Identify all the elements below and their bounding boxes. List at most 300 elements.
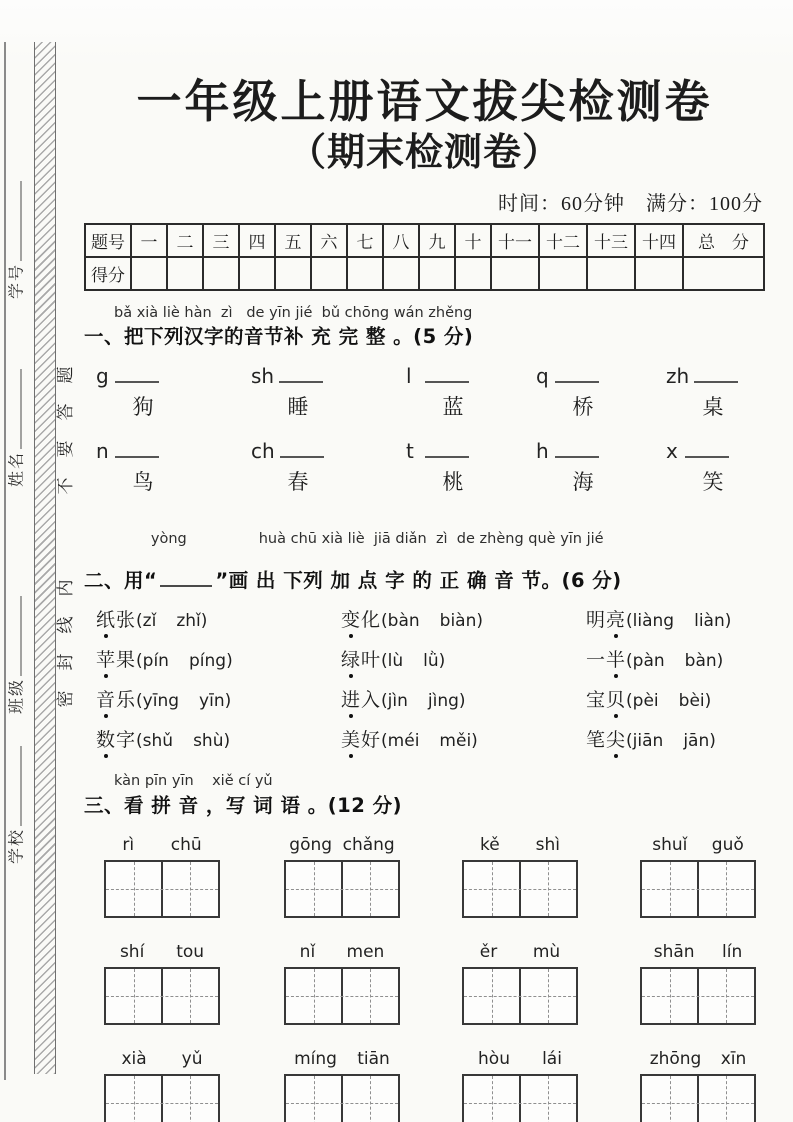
pinyin-option: biàn [439, 611, 477, 632]
writing-grid [640, 967, 756, 1025]
grid-dashed-midline [464, 1103, 576, 1104]
pinyin-syllable: chū [170, 834, 202, 855]
q2-word-item [586, 645, 765, 672]
score-table [84, 223, 765, 291]
grid-dashed-quarter-line [370, 862, 371, 916]
score-table-header-cell: 五 [275, 224, 311, 257]
grid-dashed-quarter-line [314, 862, 315, 916]
syllable-blank [279, 369, 323, 383]
initial-letter: n [96, 438, 109, 463]
page-title: 一年级上册语文拔尖检测卷 [136, 77, 713, 127]
chinese-character: 海 [572, 469, 594, 494]
q3-word-item [640, 1049, 756, 1122]
pinyin-options: (zǐ zhǐ) [136, 611, 208, 632]
pinyin-options: (méi měi) [381, 731, 478, 752]
word-character: 笔 [586, 730, 607, 752]
score-input-cell [539, 257, 587, 290]
word-character: 叶 [361, 650, 382, 672]
page-subtitle: （期末检测卷） [287, 131, 561, 174]
syllable-blank [425, 444, 469, 458]
score-table-header-cell: 十 [455, 224, 491, 257]
score-input-cell [683, 257, 764, 290]
pinyin-syllable: chǎng [342, 834, 395, 855]
pinyin-syllable: shān [653, 941, 695, 962]
word-with-dot [96, 650, 136, 671]
syllable-blank [555, 369, 599, 383]
seal-character: 内 [56, 579, 75, 597]
syllable-row [251, 439, 406, 463]
pinyin-label [462, 942, 578, 964]
score-table-header-cell: 六 [311, 224, 347, 257]
grid-dashed-quarter-line [370, 1076, 371, 1122]
pinyin-syllable: xià [121, 1048, 147, 1069]
score-table-header-cell: 一 [131, 224, 167, 257]
grid-dashed-midline [286, 996, 398, 997]
question-2-title [84, 568, 765, 594]
pinyin-option: jiān [632, 731, 664, 752]
q2-title-suffix: ”画 出 下列 加 点 字 的 正 确 音 节。(6 分) [215, 569, 622, 593]
grid-dashed-quarter-line [670, 969, 671, 1023]
initial-letter: l [406, 363, 412, 388]
q3-word-item [462, 835, 578, 918]
question-1-title: 一、把下列汉字的音节补 充 完 整 。(5 分) [84, 325, 474, 349]
q3-word-item [284, 942, 400, 1025]
word-character: 字 [116, 730, 137, 752]
chinese-character: 桌 [702, 394, 724, 419]
chinese-character: 鸟 [132, 469, 154, 494]
syllable-row [251, 364, 406, 388]
grid-dashed-midline [106, 1103, 218, 1104]
score-table-header-cell: 十二 [539, 224, 587, 257]
chinese-character: 狗 [132, 394, 154, 419]
fill-in-line [16, 181, 22, 261]
pinyin-syllable: guǒ [711, 834, 744, 855]
word-character: 宝 [586, 690, 607, 712]
q2-word-item [586, 725, 765, 752]
score-table-header-cell: 九 [419, 224, 455, 257]
student-id-field [4, 181, 27, 299]
q1-syllable-item [96, 364, 251, 421]
writing-grid [640, 1074, 756, 1122]
score-input-cell [347, 257, 383, 290]
question-3-title: 三、看 拼 音 ，写 词 语 。(12 分) [84, 793, 402, 817]
initial-letter: x [666, 438, 678, 463]
score-table-header-cell: 八 [383, 224, 419, 257]
score-input-cell [167, 257, 203, 290]
chinese-character: 春 [287, 469, 309, 494]
writing-grid [284, 967, 400, 1025]
syllable-blank [280, 444, 324, 458]
score-input-cell [491, 257, 539, 290]
dotted-character: 亮 [606, 605, 626, 632]
pinyin-syllable: men [346, 941, 385, 962]
initial-letter: t [406, 438, 414, 463]
q2-word-item [96, 685, 341, 712]
syllable-row [406, 364, 536, 388]
pinyin-syllable: xīn [720, 1048, 747, 1069]
chinese-character: 桥 [572, 394, 594, 419]
pinyin-options: (pàn bàn) [626, 651, 724, 672]
student-name-field [4, 369, 27, 487]
q2-word-item [96, 725, 341, 752]
score-input-cell [587, 257, 635, 290]
q1-syllable-item [666, 364, 765, 421]
field-label: 学校 [8, 827, 26, 865]
seal-character: 封 [56, 653, 75, 671]
seal-sidebar [0, 0, 82, 1122]
pinyin-syllable: kě [479, 834, 500, 855]
question-1 [84, 304, 765, 495]
chinese-character: 笑 [702, 469, 724, 494]
pinyin-label [284, 942, 400, 964]
pinyin-label [462, 835, 578, 857]
syllable-row [536, 364, 666, 388]
grid-dashed-quarter-line [670, 1076, 671, 1122]
pinyin-syllable: rì [122, 834, 135, 855]
pinyin-options: (jiān jān) [626, 731, 716, 752]
word-character: 好 [361, 730, 382, 752]
dotted-character: 尖 [606, 725, 626, 752]
pinyin-syllable: shì [535, 834, 561, 855]
dotted-character: 贝 [606, 685, 626, 712]
dotted-character: 美 [341, 725, 361, 752]
writing-grid [462, 860, 578, 918]
pinyin-option: pèi [632, 691, 659, 712]
q2-word-item [341, 605, 586, 632]
q3-word-item [104, 1049, 220, 1122]
word-character: 张 [116, 610, 137, 632]
pinyin-syllable: míng [294, 1048, 337, 1069]
dotted-character: 苹 [96, 645, 116, 672]
time-and-total-score: 时间：60分钟 满分：100分 [498, 193, 763, 216]
grid-dashed-midline [642, 889, 754, 890]
pinyin-label [640, 942, 756, 964]
score-table-header-cell: 十三 [587, 224, 635, 257]
pinyin-option: měi [439, 731, 472, 752]
writing-grid [284, 1074, 400, 1122]
pinyin-option: liàn [694, 611, 725, 632]
pinyin-option: bèi [678, 691, 705, 712]
word-character: 明 [586, 610, 607, 632]
word-with-dot [586, 690, 626, 711]
score-table-header-row [85, 224, 764, 257]
seal-hatch-band [34, 42, 56, 1074]
seal-character: 不 [56, 477, 75, 495]
pinyin-syllable: lái [542, 1048, 562, 1069]
syllable-blank [425, 369, 469, 383]
word-with-dot [341, 610, 381, 631]
chinese-character: 桃 [442, 469, 464, 494]
dotted-character: 进 [341, 685, 361, 712]
q1-syllable-item [251, 439, 406, 496]
pinyin-option: méi [387, 731, 420, 752]
q3-pinyin-hint: kàn pīn yīn xiě cí yǔ [114, 773, 273, 790]
q2-word-item [341, 725, 586, 752]
q3-word-item [640, 942, 756, 1025]
word-with-dot [341, 690, 381, 711]
pinyin-option: jìng [427, 691, 459, 712]
word-with-dot [586, 730, 626, 751]
initial-letter: g [96, 363, 109, 388]
pinyin-option: píng [188, 651, 227, 672]
initial-letter: q [536, 363, 549, 388]
q2-pinyin-part-1: yòng [150, 530, 187, 547]
pinyin-option: shǔ [142, 731, 174, 752]
pinyin-option: lǜ [423, 651, 439, 672]
word-with-dot [96, 730, 136, 751]
pinyin-label [284, 1049, 400, 1071]
q1-syllable-item [666, 439, 765, 496]
pinyin-syllable: tou [176, 941, 205, 962]
pinyin-option: liàng [632, 611, 675, 632]
syllable-row [96, 364, 251, 388]
q2-word-item [96, 645, 341, 672]
word-with-dot [96, 690, 136, 711]
seal-character: 答 [56, 403, 75, 421]
score-input-cell [455, 257, 491, 290]
pinyin-options: (yīng yīn) [136, 691, 232, 712]
pinyin-syllable: nǐ [299, 941, 316, 962]
grid-dashed-midline [464, 889, 576, 890]
grid-dashed-quarter-line [314, 969, 315, 1023]
q3-word-item [104, 942, 220, 1025]
pinyin-label [104, 835, 220, 857]
q3-word-item [284, 1049, 400, 1122]
grid-center-divider [519, 1076, 521, 1122]
question-3 [84, 772, 765, 1122]
pinyin-syllable: yǔ [181, 1048, 203, 1069]
pinyin-syllable: tiān [357, 1048, 390, 1069]
q1-syllable-item [251, 364, 406, 421]
initial-letter: ch [251, 438, 275, 463]
pinyin-option: yīn [199, 691, 225, 712]
score-table-header-cell: 七 [347, 224, 383, 257]
fill-in-line [16, 596, 22, 676]
grid-dashed-quarter-line [548, 969, 549, 1023]
seal-character: 题 [56, 366, 75, 384]
pinyin-label [104, 942, 220, 964]
fill-in-line [16, 746, 22, 826]
pinyin-option: pàn [632, 651, 665, 672]
score-table-header-cell: 十一 [491, 224, 539, 257]
syllable-row [536, 439, 666, 463]
q2-word-item [586, 685, 765, 712]
pinyin-label [640, 1049, 756, 1071]
pinyin-options: (lù lǜ) [381, 651, 446, 672]
score-table-header-cell: 十四 [635, 224, 683, 257]
chinese-character: 蓝 [442, 394, 464, 419]
dotted-character: 数 [96, 725, 116, 752]
grid-dashed-quarter-line [190, 969, 191, 1023]
grid-dashed-quarter-line [726, 1076, 727, 1122]
pinyin-syllable: shuǐ [652, 834, 688, 855]
pinyin-options: (pèi bèi) [626, 691, 712, 712]
seal-character: 密 [56, 690, 75, 708]
q1-syllable-item [406, 439, 536, 496]
score-table-score-row [85, 257, 764, 290]
word-character: 一 [586, 650, 607, 672]
score-table-header-cell: 二 [167, 224, 203, 257]
grid-dashed-quarter-line [134, 1076, 135, 1122]
score-table-header-cell: 三 [203, 224, 239, 257]
writing-grid [104, 860, 220, 918]
q1-syllable-item [96, 439, 251, 496]
grid-dashed-midline [106, 996, 218, 997]
grid-dashed-midline [286, 889, 398, 890]
score-table-header-cell: 四 [239, 224, 275, 257]
underline-mark-blank [160, 581, 212, 587]
score-input-cell [203, 257, 239, 290]
q3-word-item [462, 1049, 578, 1122]
pinyin-syllable: mù [532, 941, 561, 962]
q3-items [84, 835, 765, 1122]
pinyin-options: (bàn biàn) [381, 611, 484, 632]
syllable-blank [115, 444, 159, 458]
score-input-cell [419, 257, 455, 290]
initial-letter: sh [251, 363, 275, 388]
writing-grid [640, 860, 756, 918]
grid-dashed-quarter-line [492, 969, 493, 1023]
syllable-row [666, 364, 765, 388]
writing-grid [462, 967, 578, 1025]
dotted-character: 变 [341, 605, 361, 632]
pinyin-option: bàn [387, 611, 420, 632]
q1-syllable-item [406, 364, 536, 421]
syllable-blank [115, 369, 159, 383]
q1-syllable-item [536, 439, 666, 496]
seal-character: 要 [56, 440, 75, 458]
dotted-character: 音 [96, 685, 116, 712]
grid-dashed-quarter-line [492, 1076, 493, 1122]
q2-pinyin-part-2: huà chū xià liè jiā diǎn zì de zhèng què yīn jié [258, 530, 604, 547]
grid-dashed-quarter-line [492, 862, 493, 916]
pinyin-option: bàn [684, 651, 717, 672]
field-label: 姓名 [8, 450, 26, 488]
pinyin-option: yīng [142, 691, 180, 712]
pinyin-label [462, 1049, 578, 1071]
initial-letter: h [536, 438, 549, 463]
chinese-character: 睡 [287, 394, 309, 419]
pinyin-option: zhǐ [176, 611, 201, 632]
grid-dashed-quarter-line [134, 862, 135, 916]
q3-word-item [104, 835, 220, 918]
pinyin-label [284, 835, 400, 857]
q2-word-item [341, 645, 586, 672]
q1-items [84, 364, 765, 496]
field-label: 班级 [8, 677, 26, 715]
dotted-character: 纸 [96, 605, 116, 632]
dotted-character: 半 [606, 645, 626, 672]
grid-dashed-midline [286, 1103, 398, 1104]
pinyin-syllable: shí [119, 941, 145, 962]
pinyin-option: shù [193, 731, 224, 752]
writing-grid [104, 1074, 220, 1122]
q2-title-prefix: 二、用“ [84, 569, 158, 593]
pinyin-option: lù [387, 651, 404, 672]
q3-word-item [640, 835, 756, 918]
dotted-character: 绿 [341, 645, 361, 672]
word-with-dot [586, 610, 626, 631]
grid-dashed-midline [464, 996, 576, 997]
score-input-cell [239, 257, 275, 290]
pinyin-label [104, 1049, 220, 1071]
word-character: 果 [116, 650, 137, 672]
word-character: 化 [361, 610, 382, 632]
grid-dashed-midline [106, 889, 218, 890]
pinyin-label [640, 835, 756, 857]
score-input-cell [635, 257, 683, 290]
grid-dashed-quarter-line [670, 862, 671, 916]
syllable-row [666, 439, 765, 463]
grid-dashed-quarter-line [314, 1076, 315, 1122]
score-input-cell [131, 257, 167, 290]
grid-center-divider [161, 1076, 163, 1122]
pinyin-syllable: hòu [478, 1048, 510, 1069]
grid-dashed-quarter-line [726, 969, 727, 1023]
score-table-header-cell: 总 分 [683, 224, 764, 257]
q2-word-item [96, 605, 341, 632]
syllable-blank [555, 444, 599, 458]
pinyin-option: pín [142, 651, 169, 672]
pinyin-options: (shǔ shù) [136, 731, 231, 752]
pinyin-options: (liàng liàn) [626, 611, 732, 632]
score-table-corner-cell: 题号 [85, 224, 131, 257]
syllable-row [406, 439, 536, 463]
grid-dashed-midline [642, 996, 754, 997]
q1-pinyin-hint: bǎ xià liè hàn zì de yīn jié bǔ chōng wán zhěng [114, 305, 473, 322]
score-input-cell [383, 257, 419, 290]
syllable-blank [685, 444, 729, 458]
grid-center-divider [697, 1076, 699, 1122]
initial-letter: zh [666, 363, 690, 388]
pinyin-syllable: gōng [289, 834, 333, 855]
pinyin-options: (pín píng) [136, 651, 233, 672]
q2-items [84, 605, 765, 752]
pinyin-syllable: zhōng [649, 1048, 702, 1069]
syllable-row [96, 439, 251, 463]
pinyin-syllable: ěr [479, 941, 498, 962]
school-field [4, 746, 27, 864]
q1-syllable-item [536, 364, 666, 421]
pinyin-option: jān [683, 731, 710, 752]
word-with-dot [96, 610, 136, 631]
q3-word-item [462, 942, 578, 1025]
score-input-cell [275, 257, 311, 290]
score-row-label: 得分 [85, 257, 131, 290]
grid-dashed-midline [642, 1103, 754, 1104]
grid-dashed-quarter-line [548, 862, 549, 916]
writing-grid [462, 1074, 578, 1122]
exam-content [84, 62, 765, 1122]
word-with-dot [341, 730, 381, 751]
syllable-blank [694, 369, 738, 383]
writing-grid [284, 860, 400, 918]
grid-dashed-quarter-line [548, 1076, 549, 1122]
pinyin-option: zǐ [142, 611, 157, 632]
word-with-dot [586, 650, 626, 671]
grid-dashed-quarter-line [370, 969, 371, 1023]
q2-word-item [586, 605, 765, 632]
grid-dashed-quarter-line [134, 969, 135, 1023]
question-2 [84, 512, 765, 753]
q2-pinyin-hint [114, 512, 765, 566]
word-character: 乐 [116, 690, 137, 712]
q2-word-item [341, 685, 586, 712]
class-field [4, 596, 27, 714]
writing-grid [104, 967, 220, 1025]
grid-dashed-quarter-line [190, 862, 191, 916]
pinyin-syllable: lín [722, 941, 743, 962]
